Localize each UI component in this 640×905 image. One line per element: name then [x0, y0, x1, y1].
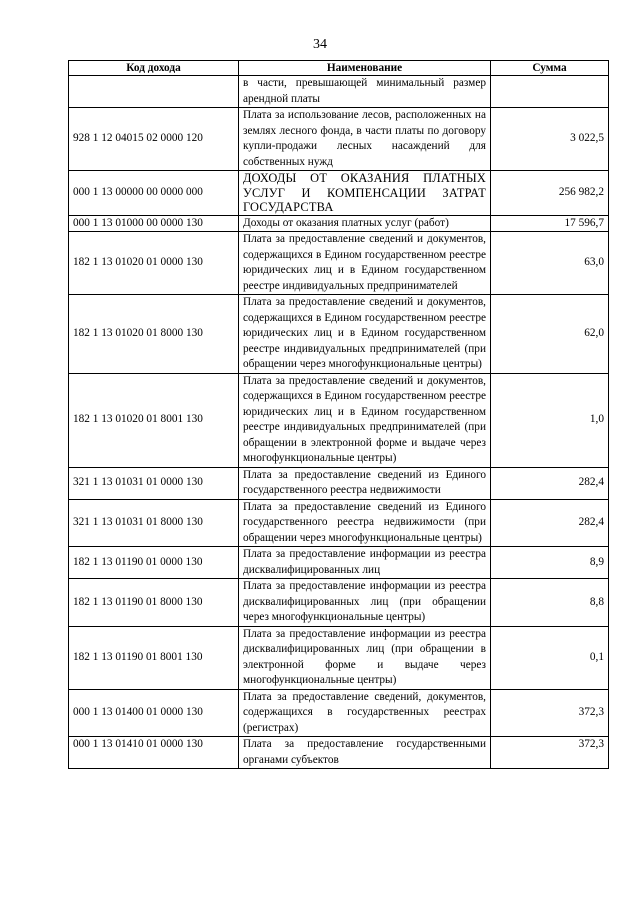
table-row — [69, 499, 609, 547]
table-row — [69, 171, 609, 216]
revenue-code-cell: 321 1 13 01031 01 0000 130 — [69, 467, 239, 499]
revenue-code-cell: 182 1 13 01190 01 8000 130 — [69, 579, 239, 627]
page-number: 34 — [313, 37, 327, 52]
revenue-code-cell: 182 1 13 01020 01 8000 130 — [69, 295, 239, 374]
revenue-sum-cell: 62,0 — [491, 295, 609, 374]
revenue-sum-cell: 3 022,5 — [491, 108, 609, 171]
header-name: Наименование — [239, 61, 491, 76]
table-row — [69, 626, 609, 689]
revenue-sum-cell: 8,8 — [491, 579, 609, 627]
table-row — [69, 547, 609, 579]
revenue-sum-cell: 372,3 — [491, 689, 609, 737]
revenue-sum-cell: 256 982,2 — [491, 171, 609, 216]
revenue-code-cell: 000 1 13 01400 01 0000 130 — [69, 689, 239, 737]
revenue-code-cell: 928 1 12 04015 02 0000 120 — [69, 108, 239, 171]
revenue-sum-cell: 1,0 — [491, 373, 609, 467]
revenue-code-cell: 000 1 13 01000 00 0000 130 — [69, 215, 239, 232]
revenue-name-cell: Плата за предоставление сведений и документов, содержащихся в Едином государственном реестре юридических лиц и в Едином государственном реестре индивидуальных предпринимателей (при обращении в электронной форме и выдаче через многофункциональные центры) — [239, 373, 491, 467]
revenue-sum-cell: 0,1 — [491, 626, 609, 689]
table-row — [69, 232, 609, 295]
revenue-code-cell: 182 1 13 01020 01 8001 130 — [69, 373, 239, 467]
revenue-name-cell: Плата за предоставление сведений и документов, содержащихся в Едином государственном реестре юридических лиц и в Едином государственном реестре индивидуальных предпринимателей (при обращении через многофункциональные центры) — [239, 295, 491, 374]
revenue-name-cell: ДОХОДЫ ОТ ОКАЗАНИЯ ПЛАТНЫХ УСЛУГ И КОМПЕНСАЦИИ ЗАТРАТ ГОСУДАРСТВА — [239, 171, 491, 216]
revenue-name-cell: Плата за предоставление сведений и документов, содержащихся в Едином государственном реестре юридических лиц и в Едином государственном реестре индивидуальных предпринимателей — [239, 232, 491, 295]
revenue-name-cell: Плата за использование лесов, расположенных на землях лесного фонда, в части платы по договору купли-продажи лесных насаждений для собственных нужд — [239, 108, 491, 171]
revenue-code-cell — [69, 76, 239, 108]
table-row — [69, 689, 609, 737]
revenue-sum-cell — [491, 76, 609, 108]
header-code: Код дохода — [69, 61, 239, 76]
table-row — [69, 215, 609, 232]
revenue-name-cell: Плата за предоставление сведений из Единого государственного реестра недвижимости (при обращении через многофункциональные центры) — [239, 499, 491, 547]
table-row — [69, 373, 609, 467]
revenue-name-cell: Плата за предоставление сведений из Единого государственного реестра недвижимости — [239, 467, 491, 499]
revenue-name-cell: в части, превышающей минимальный размер арендной платы — [239, 76, 491, 108]
table-row — [69, 737, 609, 769]
revenue-code-cell: 321 1 13 01031 01 8000 130 — [69, 499, 239, 547]
revenue-code-cell: 000 1 13 00000 00 0000 000 — [69, 171, 239, 216]
table-row — [69, 76, 609, 108]
table-row — [69, 467, 609, 499]
table-header-row — [69, 61, 609, 76]
revenue-name-cell: Плата за предоставление информации из реестра дисквалифицированных лиц — [239, 547, 491, 579]
table-row — [69, 295, 609, 374]
table-row — [69, 579, 609, 627]
revenue-code-cell: 182 1 13 01190 01 0000 130 — [69, 547, 239, 579]
revenue-code-cell: 000 1 13 01410 01 0000 130 — [69, 737, 239, 769]
revenue-sum-cell: 63,0 — [491, 232, 609, 295]
revenue-sum-cell: 372,3 — [491, 737, 609, 769]
revenue-name-cell: Доходы от оказания платных услуг (работ) — [239, 215, 491, 232]
table-body — [69, 76, 609, 769]
table-row — [69, 108, 609, 171]
revenue-code-cell: 182 1 13 01020 01 0000 130 — [69, 232, 239, 295]
revenue-sum-cell: 282,4 — [491, 467, 609, 499]
revenue-sum-cell: 17 596,7 — [491, 215, 609, 232]
revenue-sum-cell: 8,9 — [491, 547, 609, 579]
header-sum: Сумма — [491, 61, 609, 76]
revenue-sum-cell: 282,4 — [491, 499, 609, 547]
revenue-table — [68, 60, 609, 769]
revenue-name-cell: Плата за предоставление информации из реестра дисквалифицированных лиц (при обращении через многофункциональные центры) — [239, 579, 491, 627]
revenue-name-cell: Плата за предоставление государственными органами субъектов — [239, 737, 491, 769]
revenue-name-cell: Плата за предоставление информации из реестра дисквалифицированных лиц (при обращении в электронной форме и выдаче через многофункциональные центры) — [239, 626, 491, 689]
revenue-code-cell: 182 1 13 01190 01 8001 130 — [69, 626, 239, 689]
revenue-name-cell: Плата за предоставление сведений, документов, содержащихся в государственных реестрах (регистрах) — [239, 689, 491, 737]
